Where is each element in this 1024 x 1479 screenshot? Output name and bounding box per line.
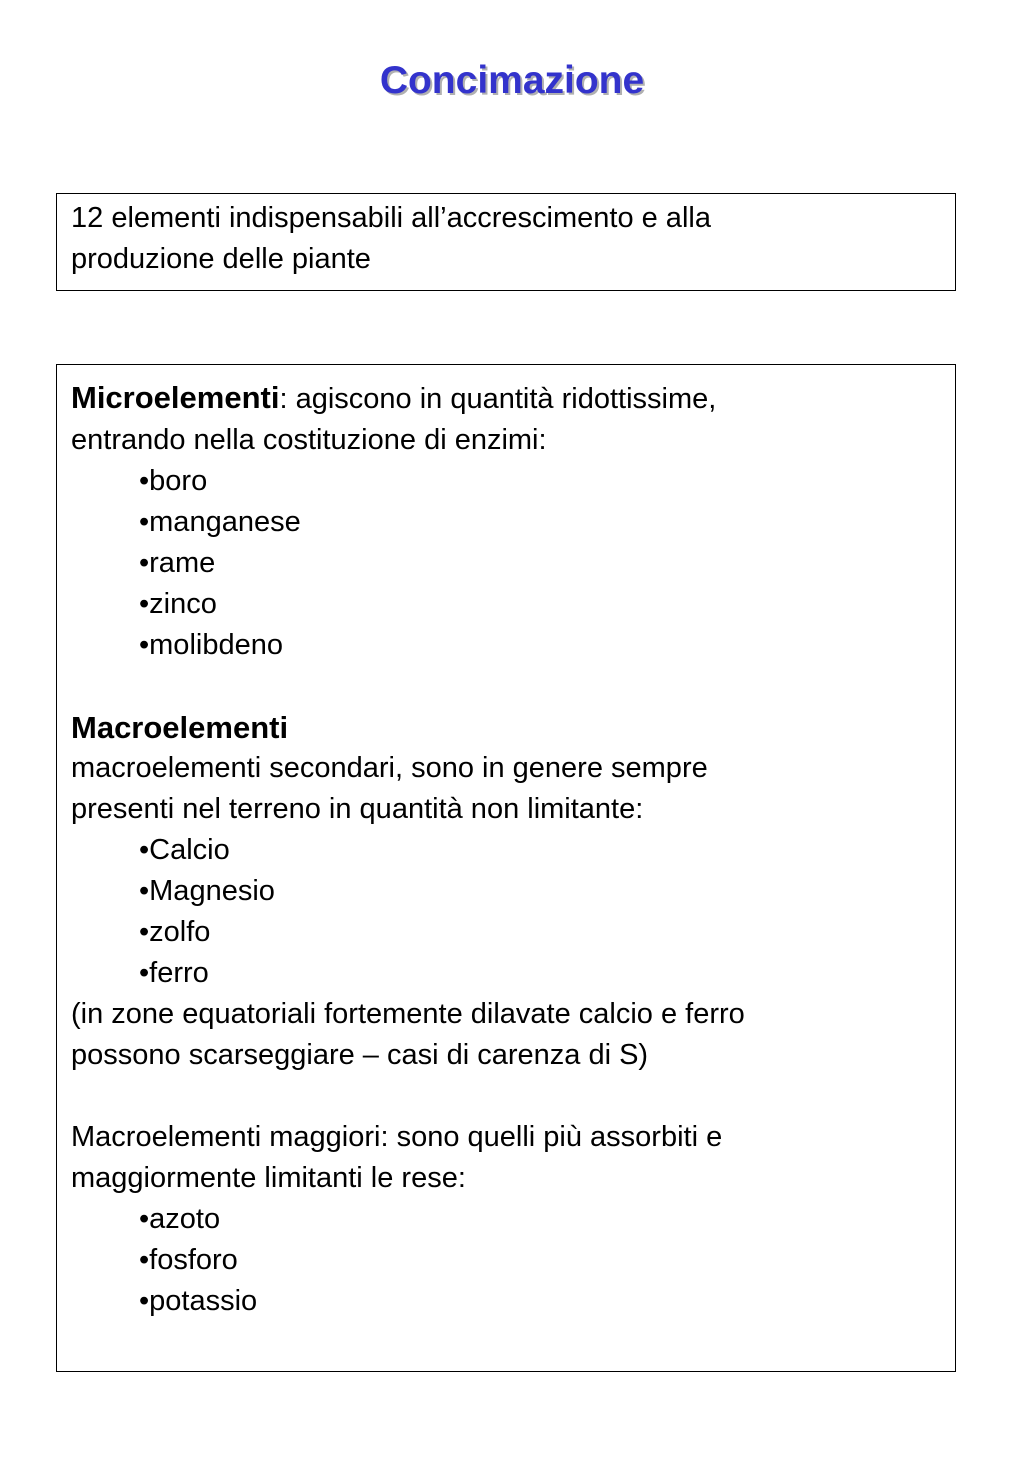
- intro-box: [56, 193, 956, 291]
- macro-secondary-line-1: macroelementi secondari, sono in genere sempre: [71, 752, 708, 784]
- list-item: •zinco: [139, 588, 217, 620]
- macro-major-line-2: maggiormente limitanti le rese:: [71, 1162, 466, 1194]
- list-item: •manganese: [139, 506, 301, 538]
- list-item: •azoto: [139, 1203, 221, 1235]
- macro-secondary-list: [71, 830, 941, 994]
- list-item: •molibdeno: [139, 629, 283, 661]
- macro-note-line-1: (in zone equatoriali fortemente dilavate calcio e ferro: [71, 998, 745, 1030]
- list-item: •boro: [139, 465, 208, 497]
- micro-desc-tail: : agiscono in quantità ridottissime,: [279, 383, 717, 415]
- micro-heading: Microelementi: [71, 380, 280, 415]
- micro-desc-line-2: entrando nella costituzione di enzimi:: [71, 424, 547, 456]
- intro-line-2: produzione delle piante: [71, 243, 371, 275]
- spacer: [71, 666, 941, 707]
- list-item: •Magnesio: [139, 875, 275, 907]
- list-item: •fosforo: [139, 1244, 238, 1276]
- macro-secondary-line-2: presenti nel terreno in quantità non limitante:: [71, 793, 644, 825]
- macro-note-line-2: possono scarseggiare – casi di carenza di S): [71, 1039, 649, 1071]
- spacer: [71, 1076, 941, 1117]
- list-item: •rame: [139, 547, 216, 579]
- macro-heading: Macroelementi: [71, 710, 289, 745]
- page-title: Concimazione: [379, 59, 645, 102]
- macro-major-line-1: Macroelementi maggiori: sono quelli più assorbiti e: [71, 1121, 723, 1153]
- intro-line-1: 12 elementi indispensabili all’accrescimento e alla: [71, 202, 711, 234]
- micro-list: [71, 461, 941, 666]
- micro-intro: [71, 377, 941, 420]
- list-item: •Calcio: [139, 834, 230, 866]
- list-item: •zolfo: [139, 916, 211, 948]
- list-item: •ferro: [139, 957, 209, 989]
- macro-major-list: [71, 1199, 941, 1322]
- elements-box: [56, 364, 956, 1372]
- list-item: •potassio: [139, 1285, 258, 1317]
